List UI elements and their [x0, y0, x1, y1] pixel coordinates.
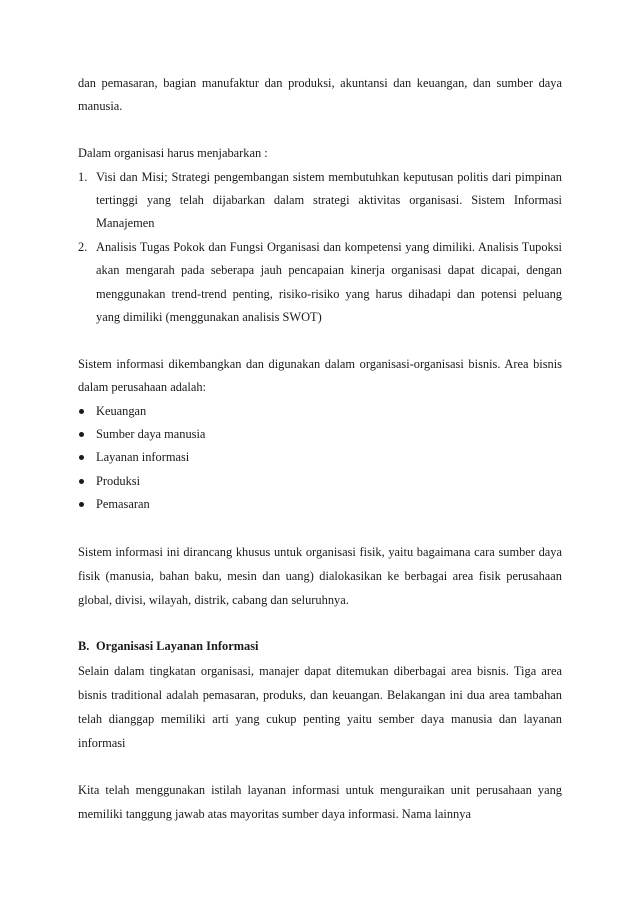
bullet-item [78, 470, 562, 493]
bullet-icon [79, 432, 84, 437]
paragraph-intro: Dalam organisasi harus menjabarkan : [78, 146, 268, 161]
bullet-text: Pemasaran [96, 497, 150, 512]
bullet-item [78, 493, 562, 516]
bullet-text: Keuangan [96, 403, 147, 418]
spacer [78, 329, 562, 352]
paragraph-continuation: dan pemasaran, bagian manufaktur dan produksi, akuntansi dan keuangan, dan sumber daya manusia. [78, 76, 562, 114]
numbered-item [78, 236, 562, 330]
list-item-text: Visi dan Misi; Strategi pengembangan sistem membutuhkan keputusan politis dari pimpinan tertinggi yang telah dijabarkan dalam strategi aktivitas organisasi. Sistem Informasi Manajemen [96, 169, 562, 231]
numbered-list [78, 166, 562, 330]
list-number: 2. [78, 239, 88, 254]
bullet-text: Produksi [96, 473, 141, 488]
bullet-icon [79, 502, 84, 507]
bullet-item [78, 446, 562, 469]
bullet-icon [79, 479, 84, 484]
paragraph-business-areas: Sistem informasi dikembangkan dan digunakan dalam organisasi-organisasi bisnis. Area bisnis dalam perusahaan adalah: [78, 356, 562, 395]
spacer [78, 612, 562, 635]
paragraph-info-services: Kita telah menggunakan istilah layanan informasi untuk menguraikan unit perusahaan yang memiliki tanggung jawab atas mayoritas sumber daya informasi. Nama lainnya [78, 783, 562, 822]
paragraph-managers: Selain dalam tingkatan organisasi, manajer dapat ditemukan diberbagai area bisnis. Tiga area bisnis traditional adalah pemasaran, produks, dan keuangan. Belakangan ini dua area tambahan telah dianggap memiliki arti yang cukup penting yaitu sember daya manusia dan layanan informasi [78, 663, 562, 750]
list-item-text: Analisis Tugas Pokok dan Fungsi Organisasi dan kompetensi yang dimiliki. Analisis Tupoksi akan mengarah pada seberapa jauh pencapaian kinerja organisasi dapat dicapai, dengan menggunakan trend-trend penting, risiko-risiko yang harus dihadapi dan potensi peluang yang dimiliki (menggunakan analisis SWOT) [96, 239, 562, 325]
numbered-item [78, 166, 562, 236]
spacer [78, 755, 562, 778]
bullet-text: Layanan informasi [96, 450, 190, 465]
section-title: Organisasi Layanan Informasi [96, 639, 259, 654]
bullet-icon [79, 409, 84, 414]
bullet-list [78, 400, 562, 517]
section-heading [78, 635, 562, 658]
paragraph-physical-org: Sistem informasi ini dirancang khusus untuk organisasi fisik, yaitu bagaimana cara sumber daya fisik (manusia, bahan baku, mesin dan uang) dialokasikan ke berbagai area fisik perusahaan global, divisi, wilayah, distrik, cabang dan seluruhnya. [78, 545, 562, 608]
spacer [78, 119, 562, 142]
spacer [78, 517, 562, 540]
document-page [78, 72, 562, 826]
bullet-icon [79, 455, 84, 460]
bullet-text: Sumber daya manusia [96, 427, 206, 442]
section-letter: B. [78, 639, 90, 654]
list-number: 1. [78, 169, 88, 184]
bullet-item [78, 400, 562, 423]
bullet-item [78, 423, 562, 446]
